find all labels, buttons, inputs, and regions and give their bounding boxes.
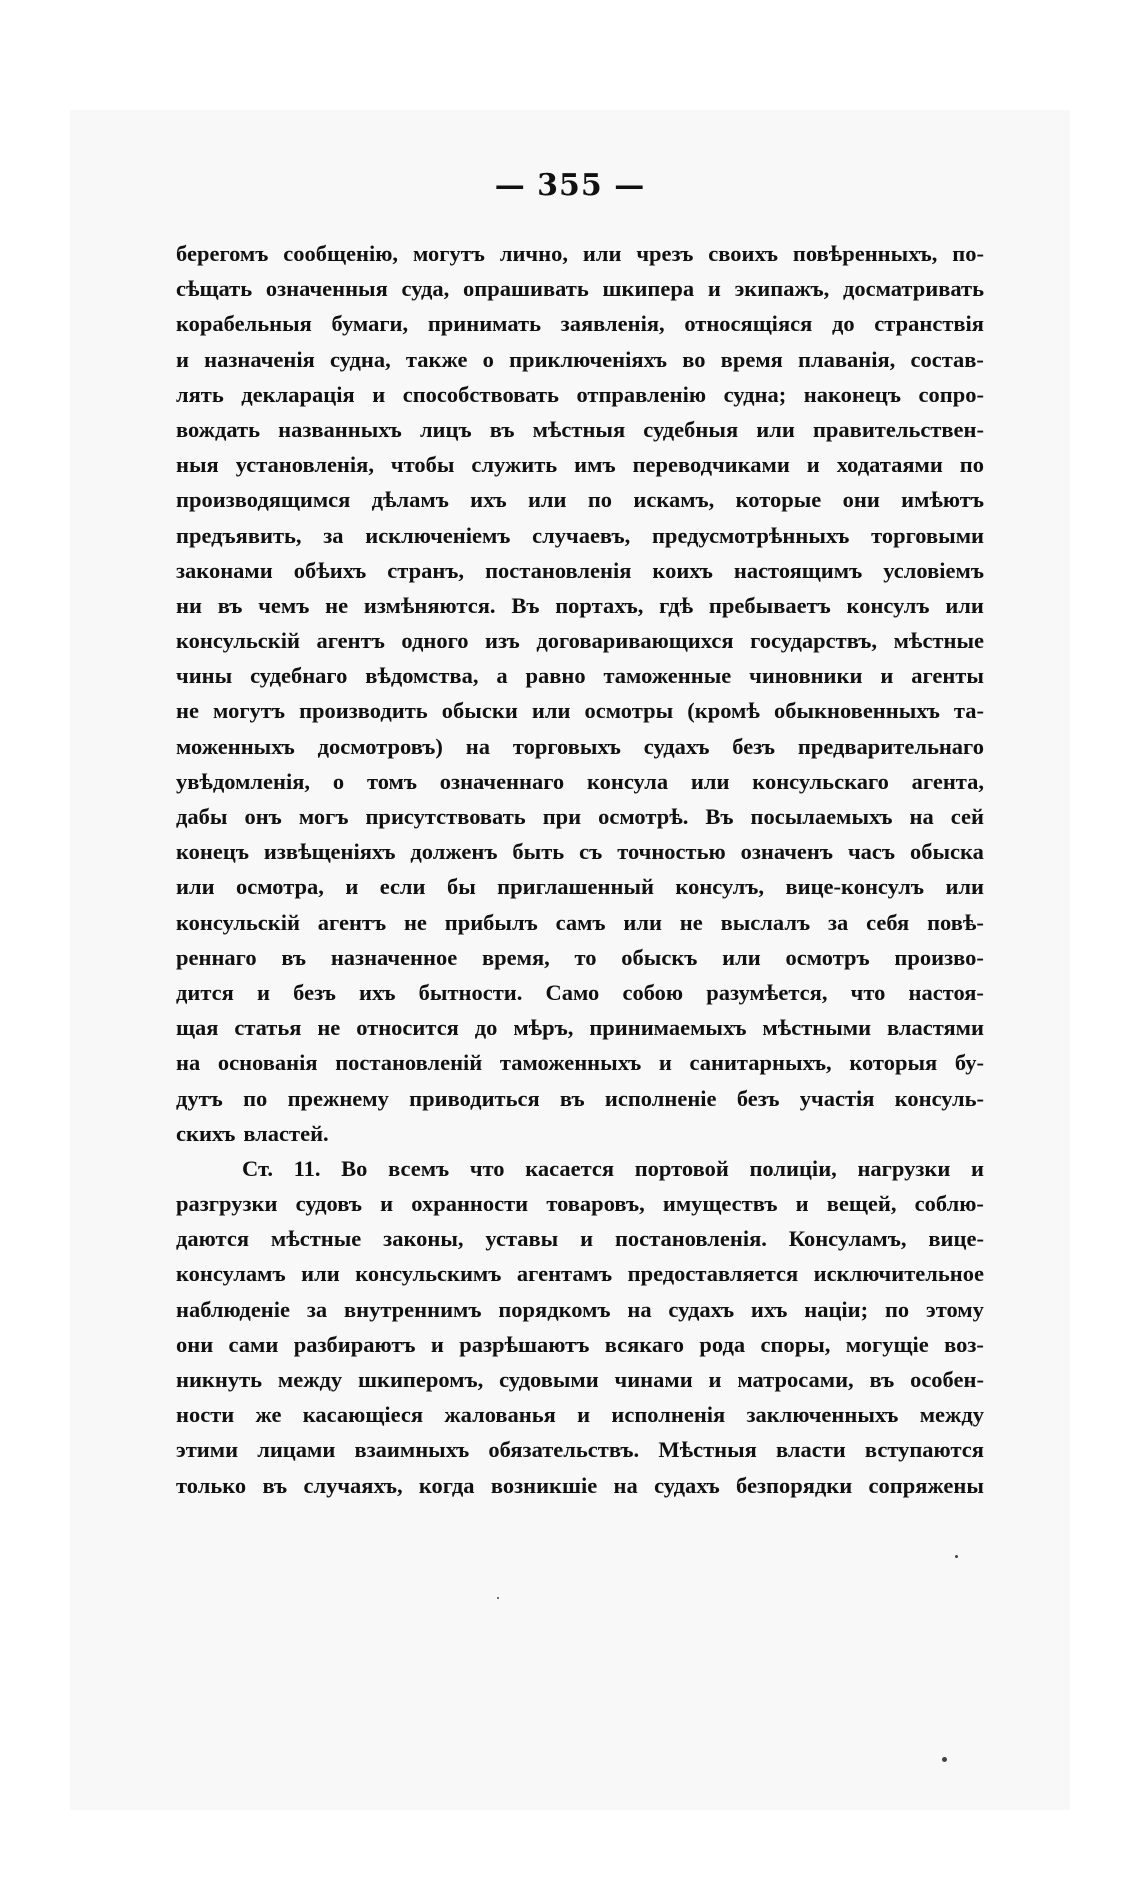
text-line: производящимся дѣламъ ихъ или по искамъ, которые они имѣютъ	[176, 487, 984, 513]
text-line: моженныхъ досмотровъ) на торговыхъ судахъ безъ предварительнаго	[176, 733, 984, 759]
text-line: берегомъ сообщенію, могутъ лично, или чрезъ своихъ повѣренныхъ, по-	[176, 241, 984, 266]
text-line: предъявить, за исключеніемъ случаевъ, предусмотрѣнныхъ торговыми	[176, 522, 984, 548]
text-line: этими лицами взаимныхъ обязательствъ. Мѣстныя власти вступаются	[176, 1437, 984, 1463]
text-line: реннаго въ назначенное время, то обыскъ или осмотръ произво-	[176, 944, 984, 970]
text-line: консульскій агентъ одного изъ договаривающихся государствъ, мѣстные	[176, 628, 984, 654]
text-line: никнуть между шкиперомъ, судовыми чинами и матросами, въ особен-	[176, 1367, 984, 1392]
text-line: конецъ извѣщеніяхъ долженъ быть съ точностью означенъ часъ обыска	[176, 839, 984, 865]
text-line: не могутъ производить обыски или осмотры (кромѣ обыкновенныхъ та-	[176, 698, 984, 724]
text-line: консуламъ или консульскимъ агентамъ предоставляется исключительное	[176, 1261, 984, 1287]
text-line: ности же касающіеся жалованья и исполненія заключенныхъ между	[176, 1402, 984, 1428]
text-line: Ст. 11. Во всемъ что касается портовой полиціи, нагрузки и	[242, 1155, 984, 1181]
text-line: разгрузки судовъ и охранности товаровъ, имуществъ и вещей, соблю-	[176, 1191, 984, 1217]
page-number: — 355 —	[494, 168, 646, 203]
text-line: чины судебнаго вѣдомства, а равно таможенные чиновники и агенты	[176, 663, 984, 689]
scan-speck	[497, 1597, 499, 1599]
text-line: сѣщать означенныя суда, опрашивать шкипера и экипажъ, досматривать	[176, 276, 984, 302]
text-line: законами обѣихъ странъ, постановленія коихъ настоящимъ условіемъ	[176, 557, 984, 583]
text-line: только въ случаяхъ, когда возникшіе на судахъ безпорядки сопряжены	[176, 1472, 984, 1498]
text-line: ныя установленія, чтобы служить имъ переводчиками и ходатаями по	[176, 452, 984, 478]
scan-speck	[955, 1555, 958, 1558]
text-line: даются мѣстные законы, уставы и постановленія. Консуламъ, вице-	[176, 1226, 984, 1252]
text-line: они сами разбираютъ и разрѣшаютъ всякаго рода споры, могущіе воз-	[176, 1331, 984, 1357]
text-line: консульскій агентъ не прибылъ самъ или не выслалъ за себя повѣ-	[176, 909, 984, 935]
text-line: лять декларація и способствовать отправленію судна; наконецъ сопро-	[176, 381, 984, 407]
paragraph-1	[176, 236, 984, 1151]
text-line: и назначенія судна, также о приключеніяхъ во время плаванія, состав-	[176, 346, 984, 372]
text-line: дутъ по прежнему приводиться въ исполненіе безъ участія консуль-	[176, 1085, 984, 1111]
text-line: увѣдомленія, о томъ означеннаго консула или консульскаго агента,	[176, 768, 984, 794]
text-line: скихъ властей.	[176, 1120, 329, 1146]
text-line: вождать названныхъ лицъ въ мѣстныя судебныя или правительствен-	[176, 416, 984, 442]
body-text	[176, 236, 984, 1503]
text-line: наблюденіе за внутреннимъ порядкомъ на судахъ ихъ націи; по этому	[176, 1296, 984, 1322]
text-line: дится и безъ ихъ бытности. Само собою разумѣется, что настоя-	[176, 979, 984, 1005]
text-line: или осмотра, и если бы приглашенный консулъ, вице-консулъ или	[176, 874, 984, 900]
scan-speck	[942, 1757, 947, 1762]
text-line: дабы онъ могъ присутствовать при осмотрѣ. Въ посылаемыхъ на сей	[176, 804, 984, 829]
text-line: на основанія постановленій таможенныхъ и санитарныхъ, которыя бу-	[176, 1050, 984, 1076]
paragraph-2	[176, 1151, 984, 1503]
text-line: ни въ чемъ не измѣняются. Въ портахъ, гдѣ пребываетъ консулъ или	[176, 592, 984, 618]
text-line: корабельныя бумаги, принимать заявленія, относящіяся до странствія	[176, 311, 984, 337]
text-line: щая статья не относится до мѣръ, принимаемыхъ мѣстными властями	[176, 1015, 984, 1041]
